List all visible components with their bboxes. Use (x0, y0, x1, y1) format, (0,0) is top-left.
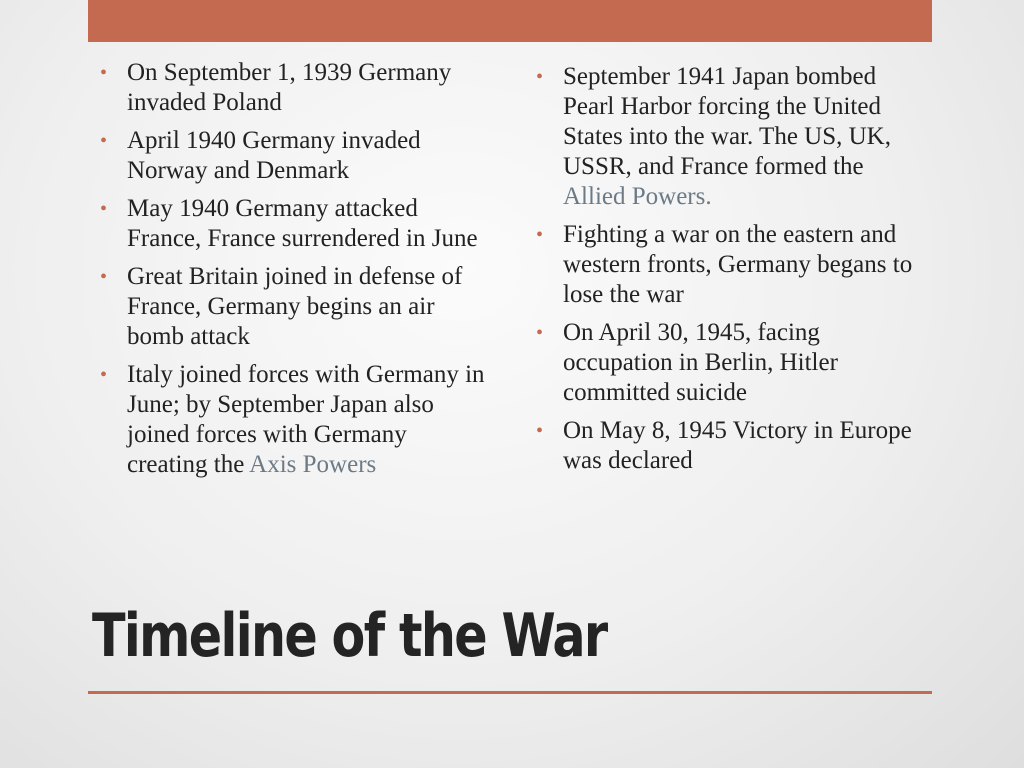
list-item (536, 416, 918, 476)
bullet-icon: • (100, 62, 108, 84)
list-item (100, 58, 492, 118)
bullet-icon: • (536, 224, 544, 246)
bullet-icon: • (100, 364, 108, 386)
bullet-text: Italy joined forces with Germany in June; by September Japan also joined forces with Germany creating the (127, 361, 485, 478)
allied-powers-highlight: Allied Powers. (563, 183, 712, 210)
axis-powers-highlight: Axis Powers (249, 451, 377, 478)
bullet-icon: • (536, 420, 544, 442)
list-item (100, 194, 492, 254)
bullet-text: On April 30, 1945, facing occupation in Berlin, Hitler committed suicide (563, 319, 838, 406)
bullet-icon: • (100, 266, 108, 288)
bullet-text: September 1941 Japan bombed Pearl Harbor forcing the United States into the war. The US, UK, USSR, and France formed the (563, 63, 891, 180)
list-item (536, 62, 918, 212)
bullet-icon: • (536, 66, 544, 88)
list-item (100, 126, 492, 186)
bullet-icon: • (100, 130, 108, 152)
bullet-text: On September 1, 1939 Germany invaded Poland (127, 59, 452, 116)
list-item (536, 318, 918, 408)
bullet-text: April 1940 Germany invaded Norway and Denmark (127, 127, 421, 184)
bullet-icon: • (100, 198, 108, 220)
list-item (100, 262, 492, 352)
left-bullet-list (100, 58, 492, 488)
list-item (536, 220, 918, 310)
slide-title: Timeline of the War (92, 601, 607, 671)
bullet-text: On May 8, 1945 Victory in Europe was declared (563, 417, 912, 474)
bullet-text: Great Britain joined in defense of France, Germany begins an air bomb attack (127, 263, 463, 350)
bullet-text: May 1940 Germany attacked France, France surrendered in June (127, 195, 478, 252)
bottom-divider (88, 691, 932, 694)
bullet-text: Fighting a war on the eastern and western fronts, Germany begans to lose the war (563, 221, 913, 308)
list-item (100, 360, 492, 480)
bullet-icon: • (536, 322, 544, 344)
top-accent-bar (88, 0, 932, 42)
right-bullet-list (536, 62, 918, 484)
